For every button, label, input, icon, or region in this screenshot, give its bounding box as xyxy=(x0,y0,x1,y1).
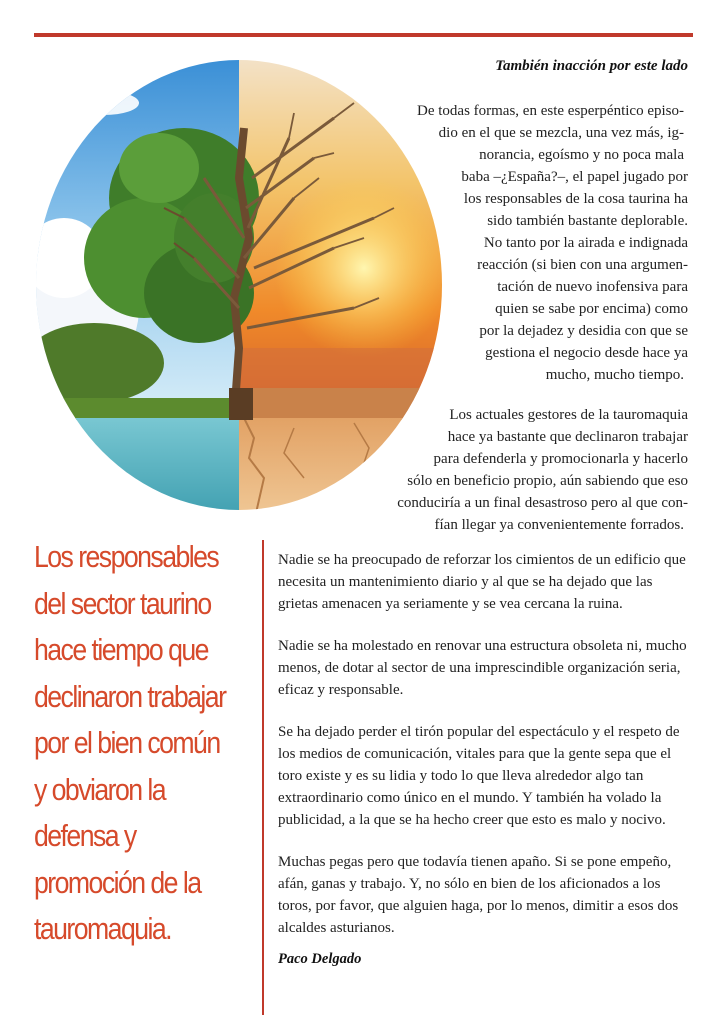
text-line: tación de nuevo inofensiva para xyxy=(497,279,688,295)
text-line: hace ya bastante que declinaron trabajar xyxy=(447,429,688,445)
body-paragraph: Muchas pegas pero que todavía tienen apaño. Si se pone empeño, afán, ganas y trabajo. Y, no sólo en bien de los aficionados a los toros, por favor, que alguien haga, por lo menos, dimitir a esos dos alcaldes asturianos. xyxy=(278,854,679,936)
text-line: No tanto por la airada e indignada xyxy=(483,235,688,251)
text-line: sólo en beneficio propio, aún sabiendo que eso xyxy=(407,473,688,489)
text-line: sido también bastante deplorable. xyxy=(487,213,688,229)
author-signature: Paco Delgado xyxy=(278,951,362,967)
body-paragraph: Se ha dejado perder el tirón popular del espectáculo y el respeto de los medios de comunicación, vitales para que la gente sepa que el toro existe y es su lidia y todo lo que lleva alrededor algo tan extraordinario como único en el mundo. Y también ha volado la publicidad, a la que se ha hecho creer que esto es malo y nocivo. xyxy=(278,724,680,828)
body-paragraph: Nadie se ha molestado en renovar una estructura obsoleta ni, mucho menos, de dotar al sector de una imprescindible organización seria, eficaz y responsable. xyxy=(278,638,687,698)
text-line: los responsables de la cosa taurina ha xyxy=(463,191,688,207)
text-line: fían llegar ya convenientemente forrados. xyxy=(434,517,684,533)
tree-illustration xyxy=(34,58,444,513)
text-line: quien se sabe por encima) como xyxy=(495,301,688,317)
top-rule xyxy=(34,33,693,37)
pull-quote: Los responsables del sector taurino hace tiempo que declinaron trabajar por el bien común y obviaron la defensa y promoción de la tauromaquia. xyxy=(34,539,226,946)
body-paragraph: Nadie se ha preocupado de reforzar los cimientos de un edificio que necesita un mantenimiento diario y al que se ha dejado que las grietas amenacen ya seriamente y se vea cercana la ruina. xyxy=(278,552,686,612)
column-divider xyxy=(262,540,264,1015)
text-line: De todas formas, en este esperpéntico episo- xyxy=(417,103,684,119)
text-line: dio en el que se mezcla, una vez más, ig- xyxy=(438,125,684,141)
text-line: conduciría a un final desastroso pero al que con- xyxy=(397,495,688,511)
text-line: Los actuales gestores de la tauromaquia xyxy=(449,407,688,423)
text-line: mucho, mucho tiempo. xyxy=(545,367,684,383)
text-line: gestiona el negocio desde hace ya xyxy=(485,345,688,361)
text-line: para defenderla y promocionarla y hacerlo xyxy=(433,451,688,467)
text-line: norancia, egoísmo y no poca mala xyxy=(479,147,684,163)
text-line: baba –¿España?–, el papel jugado por xyxy=(461,169,688,185)
section-subhead: También inacción por este lado xyxy=(495,58,688,74)
text-line: por la dejadez y desidia con que se xyxy=(479,323,688,339)
text-line: reacción (si bien con una argumen- xyxy=(477,257,688,273)
body-column xyxy=(278,549,690,968)
